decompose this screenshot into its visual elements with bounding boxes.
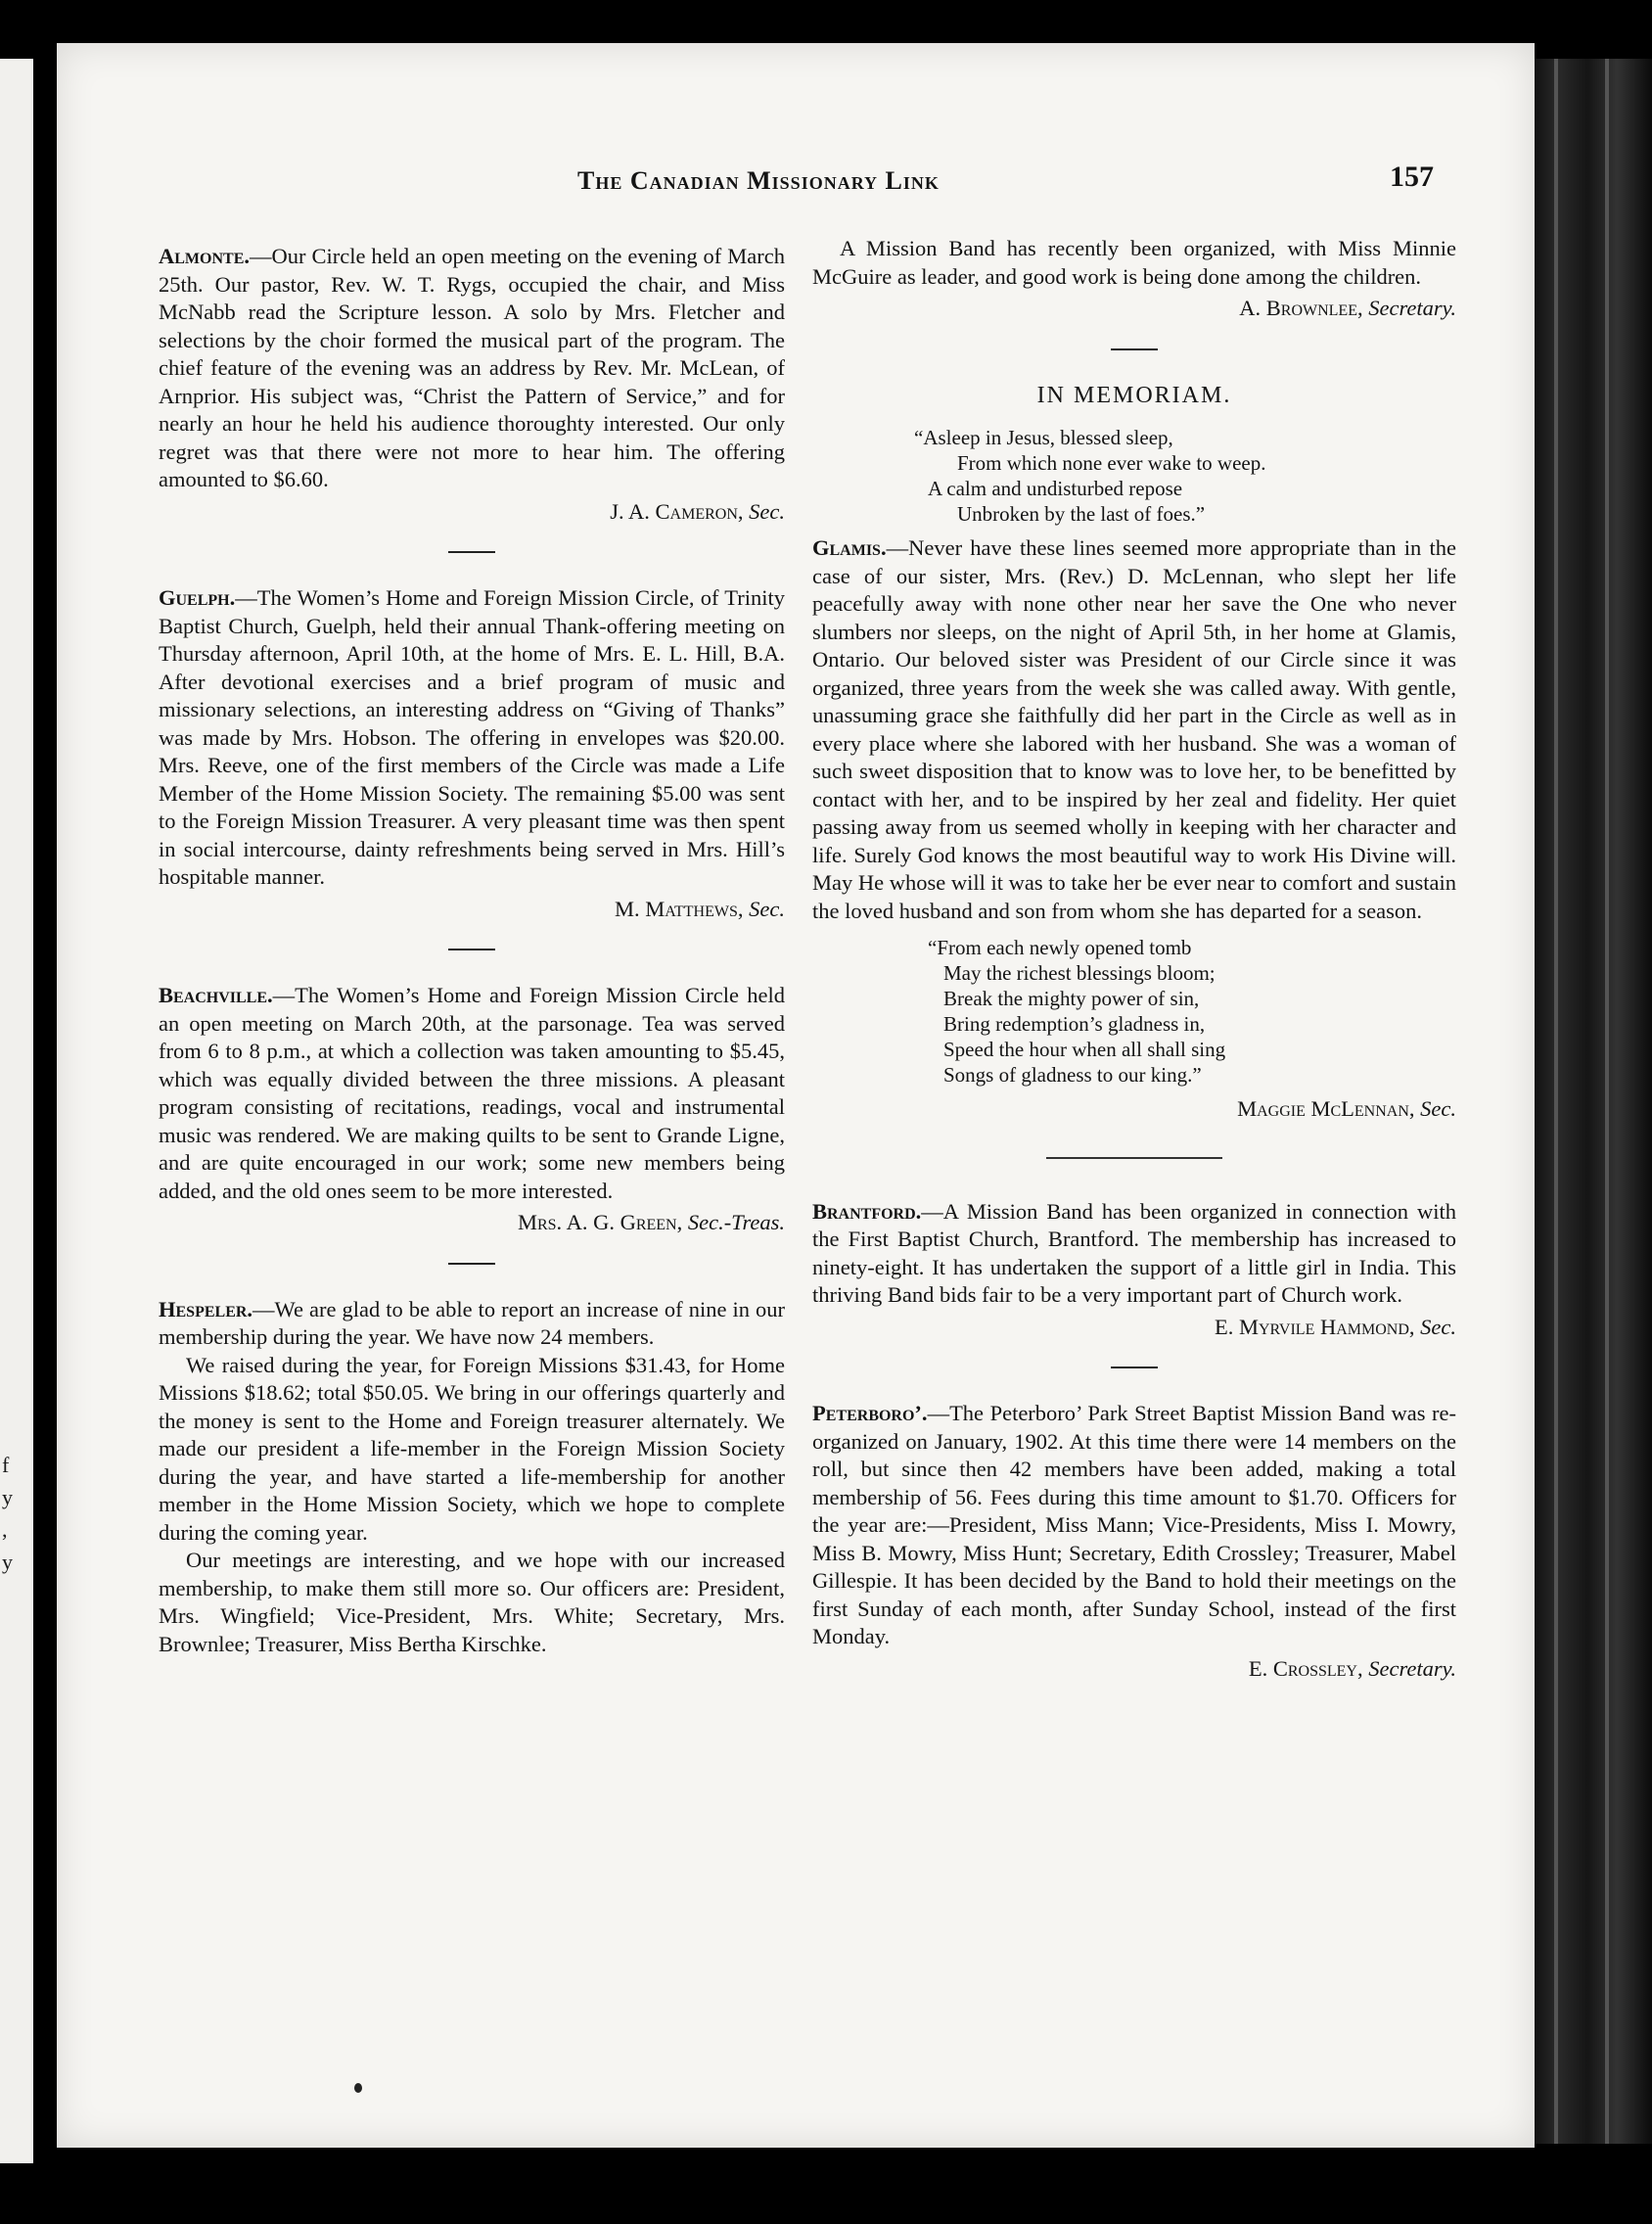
verse-line: Speed the hour when all shall sing	[943, 1038, 1226, 1061]
mission-band-report: A Mission Band has recently been organized, with Miss Minnie McGuire as leader, and good work is being done among the children.	[812, 236, 1456, 289]
guelph-heading: Guelph.	[159, 585, 236, 610]
verse-line: Bring redemption’s gladness in,	[943, 1012, 1206, 1036]
memoriam-heading: IN MEMORIAM.	[1036, 382, 1232, 408]
hespeler-text: —We are glad to be able to report an increase of nine in our membership during the year. We have now 24 members.	[159, 1296, 785, 1349]
section-divider	[1111, 348, 1158, 350]
brantford-text: —A Mission Band has been organized in connection with the First Baptist Church, Brantford. The membership has increased to ninety-eight. It has undertaken the support of a little girl in India. This thriving Band bids fair to be a very important part of Church work.	[812, 1198, 1456, 1307]
peterboro-text: —The Peterboro’ Park Street Baptist Mission Band was re-organized on January, 1902. At this time there were 14 members on the roll, but since then 42 members have been added, making a total membership of 56. Fees during this time amount to $1.70. Officers for the year are:—President, Miss Mann; Vice-Presidents, Miss I. Mowry, Miss B. Mowry, Miss Hunt; Secretary, Edith Crossley; Treasurer, Mabel Gillespie. It has been decided by the Band to hold their meetings on the first Sunday of each month, after Sunday School, instead of the first Monday.	[812, 1401, 1456, 1648]
glamis-signature: Maggie McLennan, Sec.	[1237, 1096, 1456, 1121]
peterboro-report	[812, 1400, 1456, 1651]
almonte-heading: Almonte.	[159, 244, 250, 268]
section-divider	[448, 1263, 495, 1265]
binding-stripe	[1554, 59, 1558, 2144]
section-divider	[1046, 1157, 1222, 1159]
running-head: The Canadian Missionary Link	[577, 166, 940, 195]
book-binding	[1535, 59, 1652, 2144]
fragment: f	[2, 1453, 10, 1477]
beachville-text: —The Women’s Home and Foreign Mission Circle held an open meeting on March 20th, at the parsonage. Tea was served from 6 to 8 p.m., at which a collection was taken amounting to $5.45, which was equally divided between the three missions. A pleasant program consisting of recitations, readings, vocal and instrumental music was rendered. We are making quilts to be sent to Grande Ligne, and are quite encouraged in our work; some new members being added, and the old ones seem to be more interested.	[159, 983, 785, 1203]
verse-line: Songs of gladness to our king.”	[943, 1063, 1202, 1087]
guelph-text: —The Women’s Home and Foreign Mission Circle, of Trinity Baptist Church, Guelph, held their annual Thank-offering meeting on Thursday afternoon, April 10th, at the home of Mrs. E. L. Hill, B.A. After devotional exercises and a brief program of music and missionary selections, an interesting address on “Giving of Thanks” was made by Mrs. Hobson. The offering in envelopes was $20.00. Mrs. Reeve, one of the first members of the Circle was made a Life Member of the Home Mission Society. The remaining $5.00 was sent to the Foreign Mission Treasurer. A very pleasant time was then spent in social intercourse, dainty refreshments being served in Mrs. Hill’s hospitable manner.	[159, 585, 785, 889]
almonte-signature: J. A. Cameron, Sec.	[610, 498, 785, 524]
hespeler-paragraph: We raised during the year, for Foreign Missions $31.43, for Home Missions $18.62; total $50.05. We bring in our offerings quarterly and the money is sent to the Home and Foreign treasurer alternately. We made our president a life-member in the Foreign Mission Society during the year, and have started a life-membership for another member in the Home Mission Society, which we hope to complete during the coming year.	[159, 1352, 785, 1545]
memoriam-closing-verse	[812, 935, 1456, 1088]
adjacent-page-fragments	[2, 1449, 22, 1578]
verse-line: “Asleep in Jesus, blessed sleep,	[914, 426, 1173, 449]
glamis-text: —Never have these lines seemed more appropriate than in the case of our sister, Mrs. (Rev.) D. McLennan, who slept her life peacefully away with none other near her save the One who never slumbers nor sleeps, on the night of April 5th, in her home at Glamis, Ontario. Our beloved sister was President of our Circle since it was organized, three years from the week she was called away. With gentle, unassuming grace she faithfully did her part in the Circle as well as in every place where she labored with her husband. She was a woman of such sweet disposition that to know was to love her, to be benefitted by contact with her, and to be inspired by her zeal and fidelity. Her quiet passing away from us seemed wholly in keeping with her character and life. Surely God knows the most beautiful way to work His Divine will. May He whose will it was to take her be ever near to comfort and sustain the loved husband and son from whom she has departed for a season.	[812, 535, 1456, 923]
section-divider	[1111, 1367, 1158, 1368]
ink-speck	[354, 2083, 362, 2093]
fragment: ,	[2, 1517, 8, 1542]
brantford-report	[812, 1198, 1456, 1310]
verse-line: Unbroken by the last of foes.”	[957, 502, 1206, 526]
verse-line: From which none ever wake to weep.	[957, 451, 1266, 475]
hespeler-heading: Hespeler.	[159, 1296, 253, 1321]
verse-line: Break the mighty power of sin,	[943, 987, 1200, 1010]
hespeler-report	[159, 1296, 785, 1352]
brantford-signature: E. Myrvile Hammond, Sec.	[1214, 1314, 1456, 1339]
right-column	[812, 235, 1456, 1683]
glamis-heading: Glamis.	[812, 535, 887, 560]
beachville-heading: Beachville.	[159, 983, 273, 1007]
verse-line: “From each newly opened tomb	[928, 936, 1192, 959]
almonte-text: —Our Circle held an open meeting on the evening of March 25th. Our pastor, Rev. W. T. Rygs, occupied the chair, and Miss McNabb read the Scripture lesson. A solo by Mrs. Fletcher and selections by the choir formed the musical part of the program. The chief feature of the evening was an address by Rev. Mr. McLean, of Arnprior. His subject was, “Christ the Pattern of Service,” and for nearly an hour he held his audience thoroughty interested. Our only regret was that there were not more to hear him. The offering amounted to $6.60.	[159, 244, 785, 491]
memoriam-verse	[812, 425, 1456, 527]
brantford-heading: Brantford.	[812, 1198, 922, 1224]
hespeler-paragraph: Our meetings are interesting, and we hope with our increased membership, to make them still more so. Our officers are: President, Mrs. Wingfield; Vice-President, Mrs. White; Secretary, Mrs. Brownlee; Treasurer, Miss Bertha Kirschke.	[159, 1548, 785, 1656]
almonte-report	[159, 243, 785, 494]
peterboro-signature: E. Crossley, Secretary.	[1248, 1655, 1456, 1681]
page-number: 157	[1390, 161, 1434, 193]
left-column	[159, 243, 785, 1658]
guelph-report	[159, 584, 785, 892]
glamis-report	[812, 534, 1456, 925]
verse-line: May the richest blessings bloom;	[943, 961, 1216, 985]
binding-stripe	[1605, 59, 1609, 2144]
guelph-signature: M. Matthews, Sec.	[614, 896, 785, 921]
mission-band-signature: A. Brownlee, Secretary.	[1239, 296, 1456, 320]
verse-line: A calm and undisturbed repose	[928, 477, 1183, 500]
peterboro-heading: Peterboro’.	[812, 1401, 928, 1425]
section-divider	[448, 949, 495, 950]
beachville-report	[159, 982, 785, 1205]
section-divider	[448, 551, 495, 553]
fragment: y	[2, 1550, 13, 1574]
beachville-signature: Mrs. A. G. Green, Sec.-Treas.	[517, 1210, 785, 1234]
fragment: y	[2, 1485, 13, 1509]
adjacent-page-edge	[0, 59, 33, 2163]
